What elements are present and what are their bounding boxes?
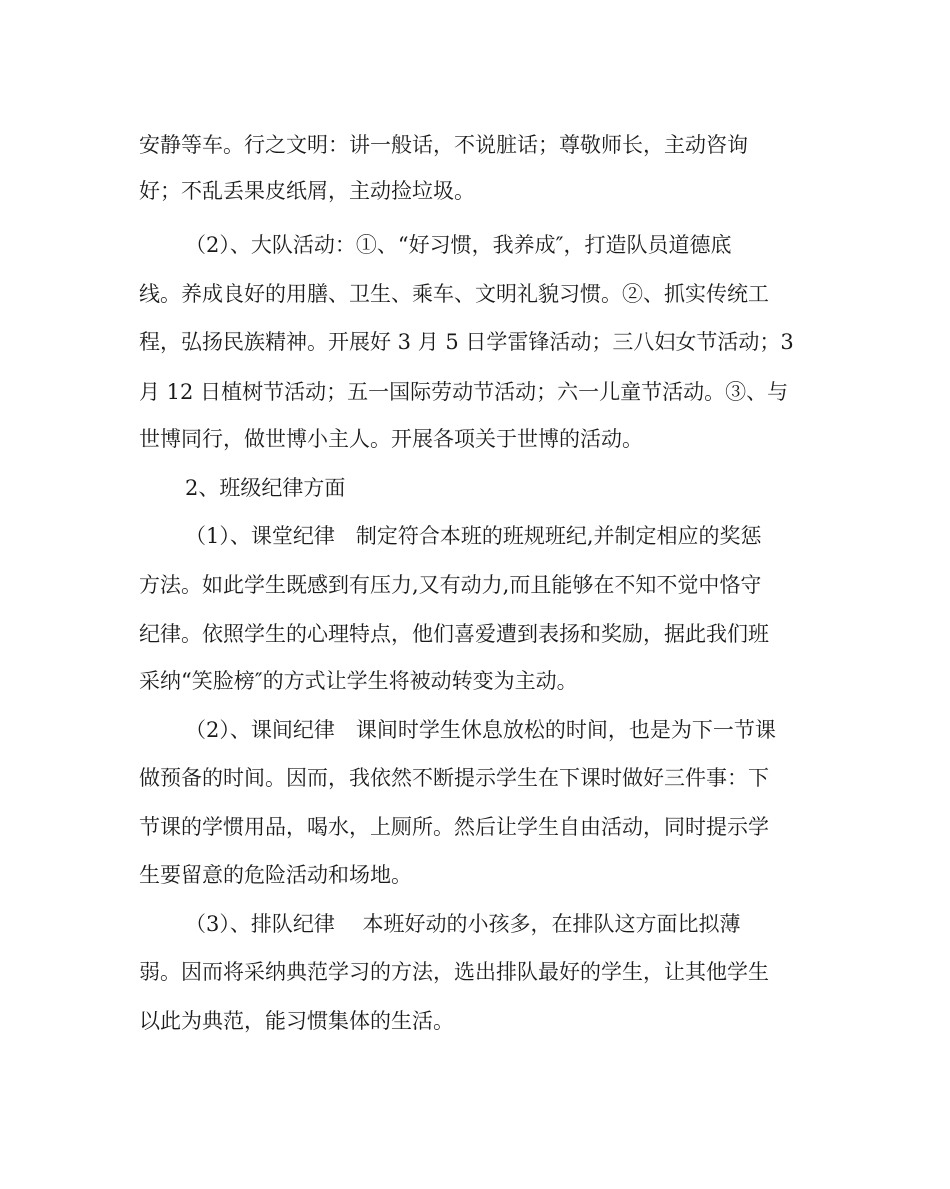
text-line: 纪律。依照学生的心理特点，他们喜爱遭到表扬和奖励，据此我们班 (139, 622, 769, 646)
text-line: 好；不乱丢果皮纸屑，主动捡垃圾。 (139, 179, 475, 203)
text-line: 节课的学惯用品，喝水，上厕所。然后让学生自由活动，同时提示学 (139, 815, 769, 839)
text-line: （3）、排队纪律 本班好动的小孩多，在排队这方面比拟薄 (185, 912, 741, 936)
text-line: 采纳“笑脸榜″的方式让学生将被动转变为主动。 (139, 669, 578, 693)
text-line: 做预备的时间。因而，我依然不断提示学生在下课时做好三件事：下 (139, 766, 769, 790)
text-line: （1）、课堂纪律 制定符合本班的班规班纪,并制定相应的奖惩 (185, 524, 762, 548)
text-line: 生要留意的危险活动和场地。 (139, 863, 412, 887)
text-line: 月 12 日植树节活动；五一国际劳动节活动；六一儿童节活动。③、与 (139, 380, 789, 404)
text-line: 方法。如此学生既感到有压力,又有动力,而且能够在不知不觉中恪守 (139, 573, 762, 597)
text-line: （2）、大队活动：①、“好习惯，我养成″，打造队员道德底 (185, 233, 732, 257)
text-line: 弱。因而将采纳典范学习的方法，选出排队最好的学生，让其他学生 (139, 960, 769, 984)
text-line: 程，弘扬民族精神。开展好 3 月 5 日学雷锋活动；三八妇女节活动；3 (139, 330, 794, 354)
text-line: 世博同行，做世博小主人。开展各项关于世博的活动。 (139, 427, 643, 451)
text-line: 以此为典范，能习惯集体的生活。 (139, 1009, 454, 1033)
section-heading: 2、班级纪律方面 (185, 476, 346, 500)
text-line: （2）、课间纪律 课间时学生休息放松的时间，也是为下一节课 (185, 718, 776, 742)
text-line: 线。养成良好的用膳、卫生、乘车、文明礼貌习惯。②、抓实传统工 (139, 282, 769, 306)
text-line: 安静等车。行之文明：讲一般话，不说脏话；尊敬师长，主动咨询 (139, 133, 748, 157)
